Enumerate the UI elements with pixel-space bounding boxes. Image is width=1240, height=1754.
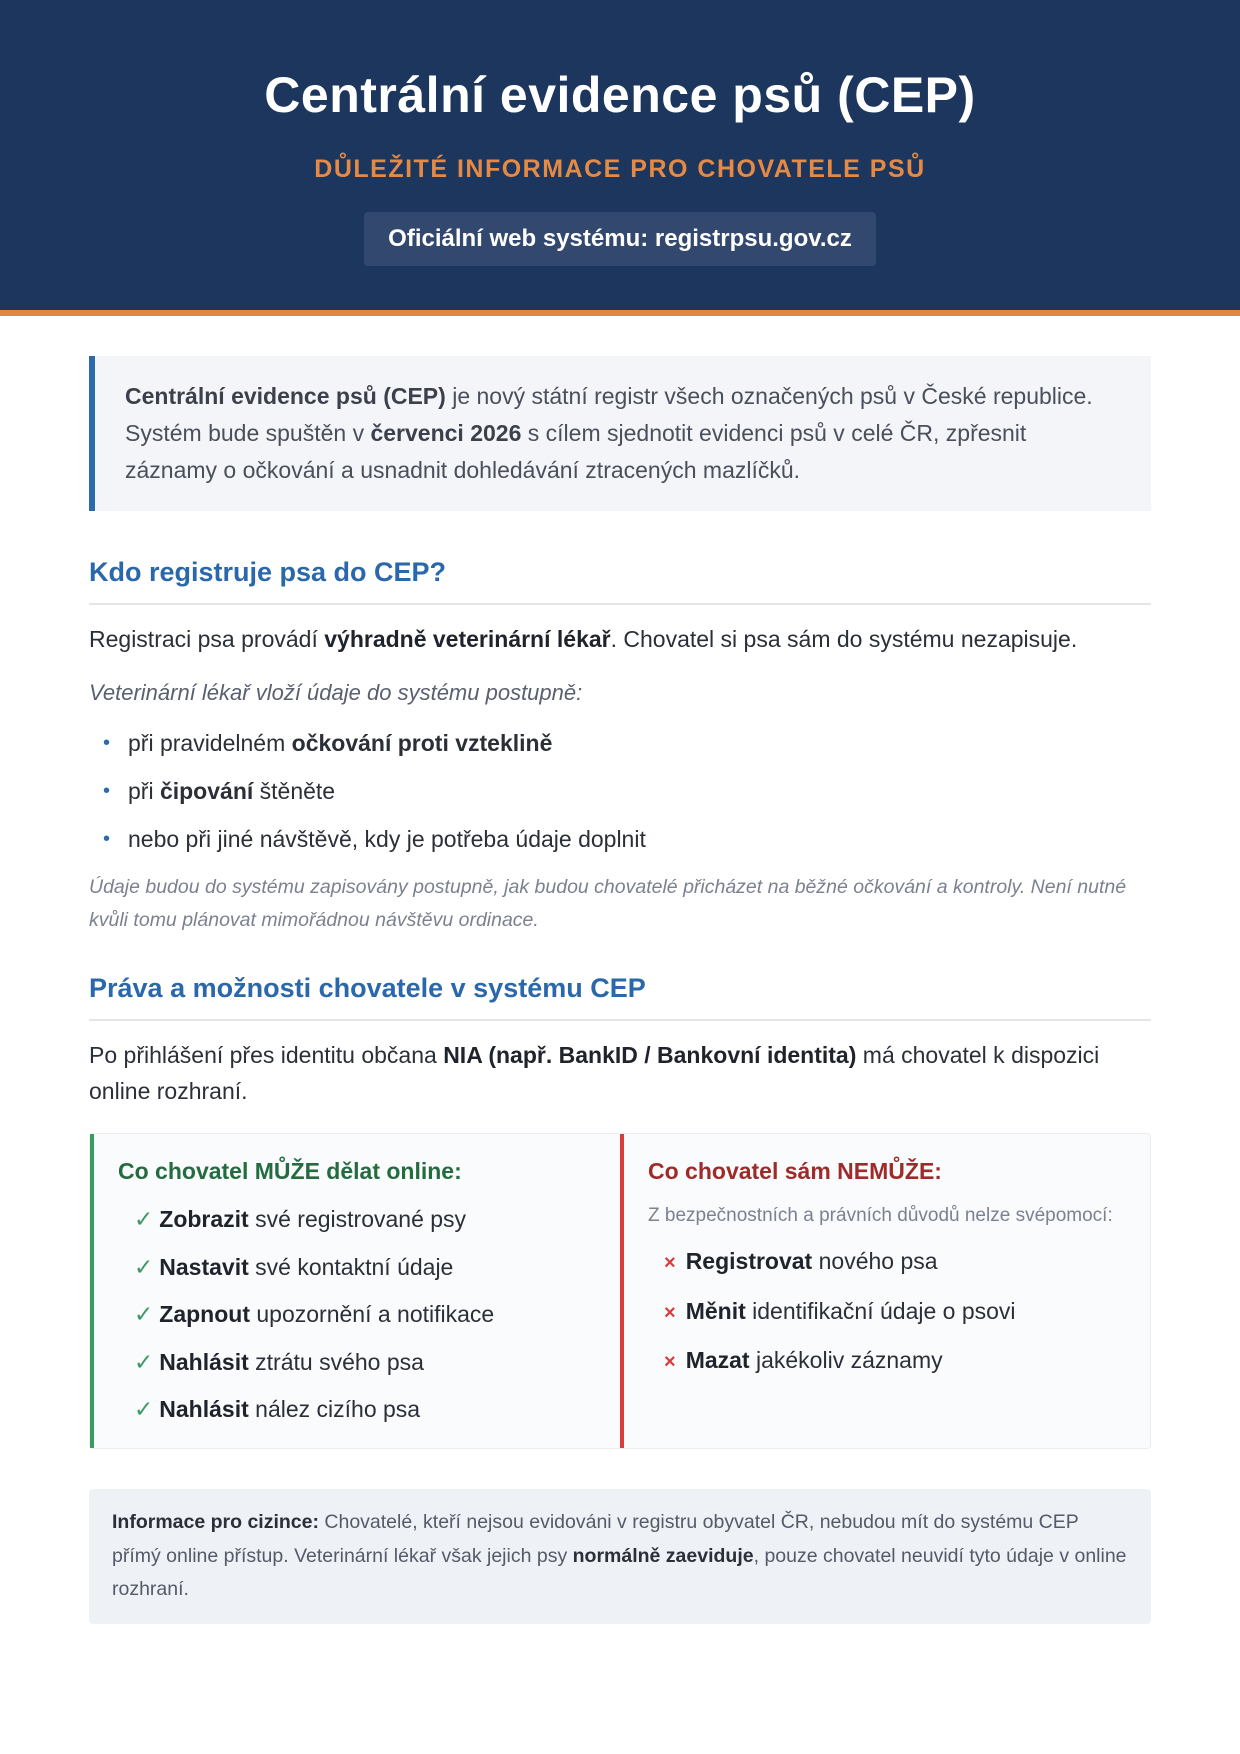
list-item (89, 719, 1151, 767)
list-item-text: nového psa (812, 1248, 938, 1274)
list-item-text: své registrované psy (248, 1206, 467, 1232)
cross-icon: × (664, 1301, 676, 1324)
list-item (648, 1337, 1126, 1387)
can-do-list (118, 1196, 596, 1434)
list-item-text: identifikační údaje o psovi (745, 1297, 1016, 1324)
list-item-text: jakékoliv záznamy (749, 1347, 943, 1373)
list-item (89, 815, 1151, 863)
vet-steps-list (89, 719, 1151, 863)
who-para-post: . Chovatel si psa sám do systému nezapisuje. (610, 626, 1078, 652)
intro-callout (89, 356, 1151, 511)
rights-para-bold: NIA (např. BankID / Bankovní identita) (443, 1042, 857, 1068)
cannot-do-list (648, 1238, 1126, 1387)
list-item (118, 1291, 596, 1339)
list-item-bold: Mazat (685, 1347, 750, 1373)
official-website-badge: Oficiální web systému: registrpsu.gov.cz (364, 212, 876, 266)
bullet-icon: • (103, 732, 111, 754)
foreign-text-2: , pouze chovatel neuvidí tyto údaje v online rozhraní. (112, 1544, 1127, 1600)
foreigners-info-box (89, 1489, 1151, 1624)
list-item (89, 767, 1151, 815)
list-item-text: nebo při jiné návštěvě, kdy je potřeba údaje doplnit (128, 826, 646, 852)
registration-note: Údaje budou do systému zapisovány postupně, jak budou chovatelé přicházet na běžné očkování a kontroly. Není nutné kvůli tomu plánovat mimořádnou návštěvu ordinace. (89, 876, 1127, 931)
list-item (118, 1196, 596, 1244)
cross-icon: × (664, 1351, 676, 1373)
list-item-text: své kontaktní údaje (248, 1253, 454, 1280)
list-item-bold: Měnit (685, 1297, 746, 1324)
intro-text-2: s cílem sjednotit evidenci psů v celé ČR, zpřesnit záznamy o očkování a usnadnit dohledávání ztracených mazlíčků. (125, 420, 1027, 483)
list-item-bold: Zobrazit (159, 1206, 249, 1232)
intro-text-1: je nový státní registr všech označených psů v České republice. Systém bude spuštěn v (125, 383, 1093, 446)
check-icon: ✓ (134, 1396, 154, 1422)
list-item-text: při (128, 778, 160, 804)
rights-comparison (89, 1133, 1151, 1449)
check-icon: ✓ (134, 1301, 154, 1327)
list-item (648, 1288, 1126, 1338)
who-paragraph (89, 621, 1151, 657)
cannot-do-column (620, 1134, 1150, 1448)
intro-bold-date: červenci 2026 (370, 420, 522, 446)
check-icon: ✓ (134, 1348, 154, 1375)
list-item-bold: Zapnout (159, 1301, 250, 1327)
check-icon: ✓ (134, 1206, 154, 1232)
list-item-text: ztrátu svého psa (248, 1348, 424, 1375)
list-item-bold: Registrovat (685, 1248, 813, 1274)
vet-steps-lead: Veterinární lékař vloží údaje do systému postupně: (89, 680, 583, 705)
list-item-text: štěněte (253, 778, 336, 804)
list-item-bold: očkování proti vzteklině (291, 730, 553, 756)
rights-paragraph (89, 1037, 1151, 1109)
page-title: Centrální evidence psů (CEP) (264, 67, 976, 123)
cannot-do-title: Co chovatel sám NEMŮŽE: (648, 1158, 942, 1184)
can-do-column (90, 1134, 620, 1448)
list-item (648, 1238, 1126, 1288)
intro-bold-cep: Centrální evidence psů (CEP) (125, 383, 446, 409)
check-icon: ✓ (134, 1253, 154, 1280)
foreign-bold-label: Informace pro cizince: (112, 1511, 319, 1533)
list-item (118, 1386, 596, 1434)
list-item (118, 1244, 596, 1292)
list-item-text: upozornění a notifikace (249, 1301, 495, 1327)
list-item-bold: čipování (159, 778, 254, 804)
list-item-text: nález cizího psa (248, 1396, 421, 1422)
bullet-icon: • (103, 828, 111, 850)
cannot-do-lead: Z bezpečnostních a právních důvodů nelze svépomocí: (648, 1205, 1113, 1226)
list-item-bold: Nastavit (159, 1253, 249, 1280)
section-heading-rights: Práva a možnosti chovatele v systému CEP (89, 971, 1151, 1021)
main-content (0, 356, 1240, 1624)
rights-para-post: má chovatel k dispozici online rozhraní. (89, 1042, 1100, 1104)
list-item (118, 1339, 596, 1387)
rights-para-pre: Po přihlášení přes identitu občana (89, 1042, 444, 1068)
list-item-text: při pravidelném (128, 730, 292, 756)
who-para-pre: Registraci psa provádí (89, 626, 325, 652)
page-subtitle: DŮLEŽITÉ INFORMACE PRO CHOVATELE PSŮ (314, 155, 926, 183)
cross-icon: × (664, 1252, 676, 1274)
foreign-bold-2: normálně zaeviduje (572, 1544, 754, 1567)
list-item-bold: Nahlásit (159, 1396, 249, 1422)
bullet-icon: • (103, 780, 111, 802)
can-do-title: Co chovatel MŮŽE dělat online: (118, 1158, 462, 1184)
who-para-bold: výhradně veterinární lékař (324, 626, 611, 652)
foreign-text-1: Chovatelé, kteří nejsou evidováni v registru obyvatel ČR, nebudou mít do systému CEP přímý online přístup. Veterinární lékař však jejich psy (112, 1511, 1079, 1567)
page-header (0, 0, 1240, 316)
section-heading-who: Kdo registruje psa do CEP? (89, 555, 1151, 605)
list-item-bold: Nahlásit (159, 1348, 249, 1375)
